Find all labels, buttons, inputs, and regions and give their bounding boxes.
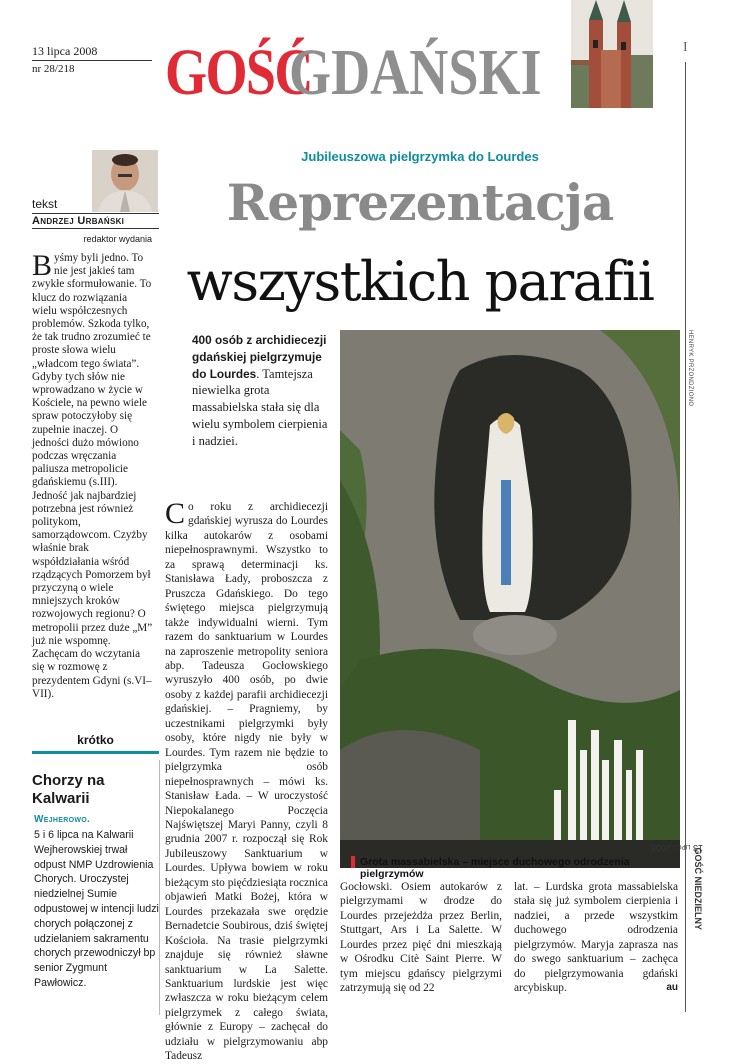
- brief-section-bar: [32, 751, 159, 754]
- author-photo: [92, 150, 158, 212]
- column-3-text: lat. – Lurdska grota massabielska stała się już symbolem cierpienia i nadziei, a przede wszystkim duchowego odrodzenia pielgrzymów. Maryja zaprasza nas do swego sanktuarium – zachęca do pielgrzymowania gdański arcybiskup.: [514, 881, 678, 995]
- page-number: I: [683, 40, 688, 55]
- logo-gray-text: GDAŃSKI: [289, 36, 542, 109]
- brief-dateline: Wejherowo.: [34, 814, 91, 825]
- editorial-dropcap: B: [32, 249, 53, 282]
- article-lead: [192, 332, 332, 450]
- lead-rest: . Tamtejsza niewielka grota massabielska stała się dla wielu symbolem cierpienia i nadziei.: [192, 366, 328, 448]
- author-role: redaktor wydania: [83, 234, 152, 244]
- brief-section-header: [32, 733, 159, 754]
- church-illustration: [571, 0, 653, 108]
- article-column-2: Gocłowski. Osiem autokarów z pielgrzymami w drodze do Lourdes przejeżdża przez Berlin, Stuttgart, Ars i La Salette. W Lourdes przez pięć dni mieszkają w Ośrodku Citè Saint Pierre. W tym miejscu gdańscy pielgrzymi zatrzymują się od 22: [340, 881, 502, 995]
- column-1-text: o roku z archidiecezji gdańskiej wyrusza do Lourdes kilka autokarów z osobami niepełnosprawnymi. Wszystko to za sprawą determinacji ks. Stanisława Łady, proboszcza z Pruszcza Gdańskiego. Do tego świętego miejsca pielgrzymują także indywidualni wierni. Tym razem do sanktuarium w Lourdes na zaproszenie metropolity seniora abp. Tadeusza Gocłowskiego wyruszyło 400 osób, po dwie osoby z każdej parafii archidiecezji gdańskiej. – Pragniemy, by uczestnikami pielgrzymki były osoby, które nigdy nie były w Lourdes. Tym razem nie będzie to pielgrzymka osób niepełnosprawnych – mówi ks. Stanisław Łada. – W uroczystość Niepokalanego Poczęcia Najświętszej Maryi Panny, czyli 8 grudnia 2007 r. rozpoczął się Rok Jubileuszowy Sanktuarium w Lourdes. Upływa bowiem w roku bieżącym sto pięćdziesiąta rocznica objawień Matki Bożej, która w Lourdes przekazała swe orędzie Bernadetcie Soubirous, dziś świętej Kościoła. Na trasie pielgrzymki znajduje się również sławne sanktuarium w La Salette. Sanktuarium lurdskie jest więc zwłaszcza w roku bieżącym celem pielgrzymek z całego świata, głównie z Europy – zachęcał do udziału w pielgrzymowaniu abp Tadeusz: [165, 501, 328, 1063]
- photo-credit-text: HENRYK PRZONDZIONO: [687, 330, 693, 407]
- article-signature: au: [666, 982, 678, 994]
- article-dropcap: C: [165, 497, 186, 530]
- logo-red-text: GOŚĆ: [165, 36, 312, 109]
- article-title-line2: wszystkich parafii: [186, 250, 654, 313]
- article-column-3: [514, 880, 678, 996]
- editorial-body: yśmy byli jedno. To nie jest jakieś tam zwykłe sformułowanie. To klucz do rozwiązania wielu współczesnych problemów. Szkoda tylko, że tak trudno zrozumieć te proste słowa wielu „władcom tego świata”. Gdyby tych słów nie wprowadzano w życie w Kościele, na pewno wiele spraw potoczyłoby się zupełnie inaczej. O jedności dużo mówiono podczas wręczania paliusza metropolicie gdańskiemu (s.III). Jedność jak najbardziej potrzebna jest również politykom, samorządowcom. Czyżby właśnie brak współdziałania wśród rządzących Pomorzem był przyczyną o wiele mniejszych kroków rozwojowych regionu? O metropolii przez duże „M” już nie wspomnę. Zachęcam do wczytania się w rozmowę z prezydentem Gdyni (s.VI–VII).: [32, 252, 153, 700]
- byline-label: tekst: [32, 197, 58, 211]
- author-name: Andrzej Urbański: [32, 213, 159, 229]
- brief-title: Chorzy na Kalwarii: [32, 772, 105, 807]
- sidebar-divider: [159, 760, 160, 1015]
- caption-marker: [351, 856, 355, 868]
- article-column-1: [165, 497, 328, 1064]
- lead-bold: 400 osób z archidiecezji gdańskiej pielgrzymuje do Lourdes: [192, 333, 327, 381]
- article-kicker: Jubileuszowa pielgrzymka do Lourdes: [301, 149, 539, 164]
- masthead-logo: [165, 36, 597, 109]
- brief-body: 5 i 6 lipca na Kalwarii Wejherowskiej trwał odpust NMP Uzdrowienia Chorych. Uroczystej niedzielnej Sumie odpustowej w intencji ludzi chorych połączonej z udzielaniem sakramentu chorych przewodniczył bp senior Zygmunt Pawłowicz.: [34, 829, 159, 989]
- photo-credit: [683, 330, 695, 410]
- brief-section-label: krótko: [77, 733, 114, 747]
- photo-caption: Grota massabielska – miejsce duchowego odrodzenia pielgrzymów: [360, 856, 630, 880]
- footer-date: 13 lipca 2008: [650, 843, 703, 853]
- article-title-line1: Reprezentacja: [226, 173, 614, 232]
- issue-date: 13 lipca 2008: [32, 44, 152, 61]
- issue-number: nr 28/218: [32, 63, 75, 75]
- grotto-photo: [340, 330, 680, 868]
- editorial-text: [32, 249, 154, 701]
- footer-publication: GOŚĆ NIEDZIELNY: [693, 847, 703, 931]
